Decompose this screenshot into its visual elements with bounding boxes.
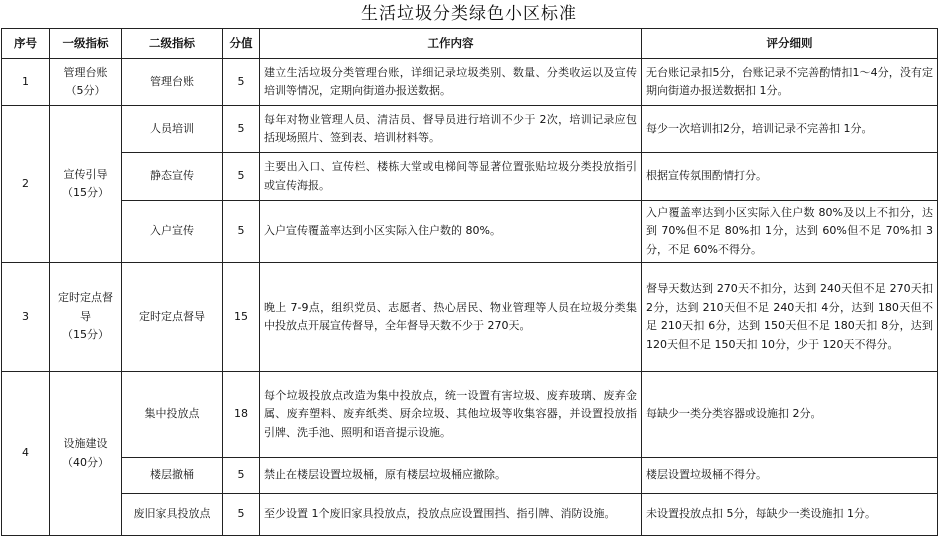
- table-row: [2, 201, 938, 263]
- level2-cell: 人员培训: [122, 106, 223, 153]
- level1-cell: [50, 372, 122, 536]
- row-number: 1: [2, 59, 50, 106]
- header-level1: 一级指标: [50, 29, 122, 59]
- level2-cell: 静态宣传: [122, 153, 223, 201]
- level1-label: 定时定点督导: [58, 291, 113, 323]
- score-cell: 5: [223, 153, 260, 201]
- content-cell: 主要出入口、宣传栏、楼栋大堂或电梯间等显著位置张贴垃圾分类投放指引或宣传海报。: [260, 153, 642, 201]
- content-cell: 入户宣传覆盖率达到小区实际入住户数的 80%。: [260, 201, 642, 263]
- table-row: [2, 263, 938, 372]
- header-rules: 评分细则: [642, 29, 938, 59]
- header-level2: 二级指标: [122, 29, 223, 59]
- level1-cell: [50, 106, 122, 263]
- level2-cell: 废旧家具投放点: [122, 494, 223, 536]
- level1-cell: [50, 263, 122, 372]
- content-cell: 建立生活垃圾分类管理台账，详细记录垃圾类别、数量、分类收运以及宣传培训等情况，定期向街道办报送数据。: [260, 59, 642, 106]
- level2-cell: 集中投放点: [122, 372, 223, 458]
- score-cell: 5: [223, 201, 260, 263]
- content-cell: 晚上 7-9点，组织党员、志愿者、热心居民、物业管理等人员在垃圾分类集中投放点开展宣传督导，全年督导天数不少于 270天。: [260, 263, 642, 372]
- score-cell: 15: [223, 263, 260, 372]
- content-cell: 每个垃圾投放点改造为集中投放点，统一设置有害垃圾、废弃玻璃、废弃金属、废弃塑料、废弃纸类、厨余垃圾、其他垃圾等收集容器，并设置投放指引牌、洗手池、照明和语音提示设施。: [260, 372, 642, 458]
- score-cell: 5: [223, 458, 260, 494]
- level2-cell: 管理台账: [122, 59, 223, 106]
- table-row: [2, 59, 938, 106]
- rules-cell: 未设置投放点扣 5分，每缺少一类设施扣 1分。: [642, 494, 938, 536]
- score-cell: 5: [223, 59, 260, 106]
- content-cell: 至少设置 1个废旧家具投放点，投放点应设置围挡、指引牌、消防设施。: [260, 494, 642, 536]
- rules-cell: 每少一次培训扣2分，培训记录不完善扣 1分。: [642, 106, 938, 153]
- content-cell: 禁止在楼层设置垃圾桶，原有楼层垃圾桶应撤除。: [260, 458, 642, 494]
- level2-cell: 楼层撤桶: [122, 458, 223, 494]
- level1-label: 管理台账: [63, 65, 108, 79]
- table-row: [2, 372, 938, 458]
- rules-cell: 根据宣传氛围酌情打分。: [642, 153, 938, 201]
- score-cell: 5: [223, 106, 260, 153]
- header-row: [2, 29, 938, 59]
- table-row: [2, 494, 938, 536]
- level2-cell: 定时定点督导: [122, 263, 223, 372]
- page-title: 生活垃圾分类绿色小区标准: [361, 4, 577, 24]
- header-score: 分值: [223, 29, 260, 59]
- score-cell: 5: [223, 494, 260, 536]
- level2-cell: 入户宣传: [122, 201, 223, 263]
- header-content: 工作内容: [260, 29, 642, 59]
- level1-score: （40分）: [62, 455, 109, 469]
- header-no: 序号: [2, 29, 50, 59]
- row-number: 4: [2, 372, 50, 536]
- level1-label: 宣传引导: [63, 167, 108, 181]
- rules-cell: 楼层设置垃圾桶不得分。: [642, 458, 938, 494]
- rules-cell: 入户覆盖率达到小区实际入住户数 80%及以上不扣分，达到 70%但不足 80%扣 1分，达到 60%但不足 70%扣 3分，不足 60%不得分。: [642, 201, 938, 263]
- level1-score: （15分）: [62, 186, 109, 199]
- row-number: 3: [2, 263, 50, 372]
- content-cell: 每年对物业管理人员、清洁员、督导员进行培训不少于 2次，培训记录应包括现场照片、签到表、培训材料等。: [260, 106, 642, 153]
- table-row: [2, 458, 938, 494]
- level1-score: （5分）: [65, 84, 106, 97]
- level1-score: （15分）: [62, 328, 109, 342]
- standards-table: [1, 28, 938, 536]
- table-row: [2, 153, 938, 201]
- rules-cell: 每缺少一类分类容器或设施扣 2分。: [642, 372, 938, 458]
- rules-cell: 无台账记录扣5分，台账记录不完善酌情扣1～4分，没有定期向街道办报送数据扣 1分。: [642, 59, 938, 106]
- row-number: 2: [2, 106, 50, 263]
- level1-cell: [50, 59, 122, 106]
- rules-cell: 督导天数达到 270天不扣分，达到 240天但不足 270天扣 2分，达到 210天但不足 240天扣 4分，达到 180天但不足 210天扣 6分，达到 150天但不足 180天扣 8分，达到 120天但不足 150天扣 10分，少于 120天不得分。: [642, 263, 938, 372]
- level1-label: 设施建设: [63, 437, 108, 450]
- table-row: [2, 106, 938, 153]
- score-cell: 18: [223, 372, 260, 458]
